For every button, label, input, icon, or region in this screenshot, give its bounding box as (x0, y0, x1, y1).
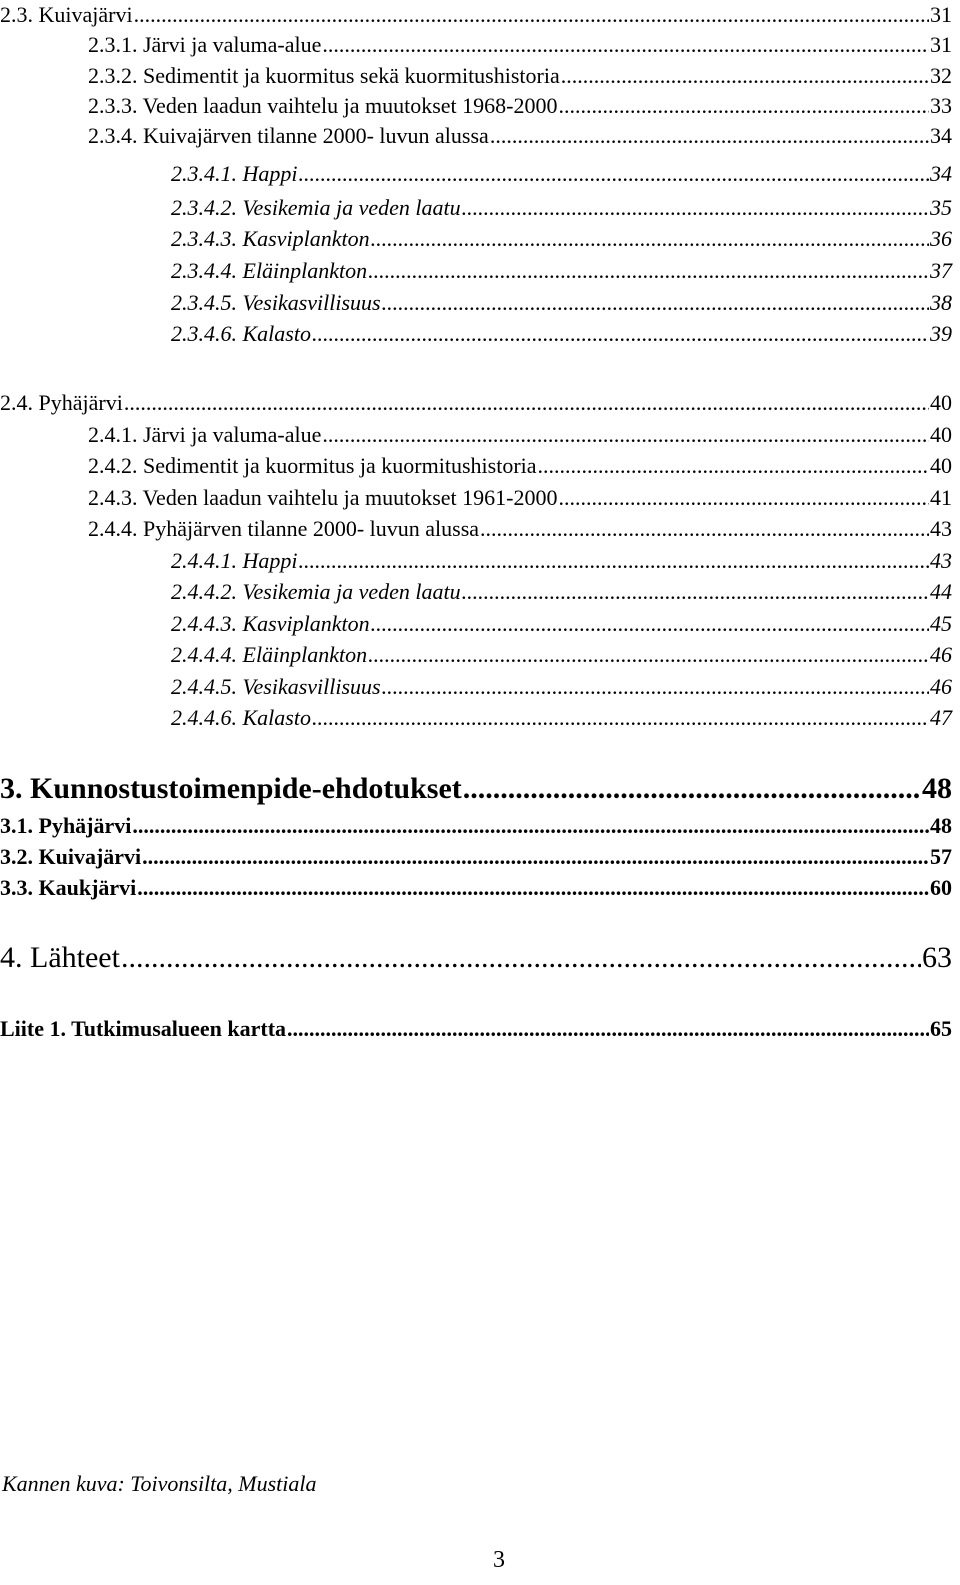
toc-entry-2-3-4-4[interactable] (171, 260, 952, 282)
dot-leader (463, 774, 921, 804)
dot-leader (299, 163, 930, 185)
toc-entry-label: 2.3.4.6. Kalasto (171, 321, 311, 346)
toc-entry-page: 46 (930, 674, 952, 699)
dot-leader (368, 260, 929, 282)
dot-leader (490, 125, 929, 147)
dot-leader (287, 1018, 929, 1040)
toc-entry-2-4-3[interactable] (88, 487, 952, 509)
dot-leader (480, 518, 929, 540)
toc-entry-2-4-4-5[interactable] (171, 676, 952, 698)
toc-entry-2-4-4-1[interactable] (171, 550, 952, 572)
toc-entry-2-3-4[interactable] (88, 125, 952, 147)
dot-leader (312, 707, 929, 729)
toc-entry-page: 48 (922, 772, 952, 805)
toc-entry-label: 2.3. Kuivajärvi (0, 2, 133, 27)
dot-leader (132, 815, 929, 837)
toc-entry-label: 3.2. Kuivajärvi (0, 844, 142, 869)
toc-entry-page: 45 (930, 611, 952, 636)
dot-leader (124, 392, 929, 414)
toc-entry-label: 2.3.4.2. Vesikemia ja veden laatu (171, 195, 461, 220)
dot-leader (462, 197, 929, 219)
toc-entry-page: 31 (930, 2, 952, 27)
dot-leader (134, 4, 929, 26)
toc-entry-label: 2.4.4.2. Vesikemia ja veden laatu (171, 579, 461, 604)
toc-entry-label: 2.3.1. Järvi ja valuma-alue (88, 32, 322, 57)
toc-entry-page: 33 (930, 93, 952, 118)
dot-leader (322, 424, 929, 446)
dot-leader (382, 676, 929, 698)
dot-leader (299, 550, 930, 572)
toc-entry-page: 40 (930, 453, 952, 478)
toc-entry-2-3-1[interactable] (88, 34, 952, 56)
toc-entry-2-4-4-6[interactable] (171, 707, 952, 729)
toc-entry-label: 2.3.3. Veden laadun vaihtelu ja muutokset 1968-2000 (88, 93, 558, 118)
dot-leader (121, 943, 921, 973)
dot-leader (558, 95, 929, 117)
toc-entry-page: 41 (930, 485, 952, 510)
toc-entry-2-3-4-3[interactable] (171, 228, 952, 250)
toc-entry-page: 40 (930, 422, 952, 447)
toc-entry-page: 35 (930, 195, 952, 220)
toc-entry-label: 2.4. Pyhäjärvi (0, 390, 123, 415)
toc-entry-2-4-4-2[interactable] (171, 581, 952, 603)
toc-entry-page: 40 (930, 390, 952, 415)
dot-leader (538, 455, 929, 477)
toc-entry-2-3[interactable] (0, 4, 952, 26)
toc-entry-page: 43 (930, 516, 952, 541)
toc-entry-2-3-4-5[interactable] (171, 292, 952, 314)
toc-entry-page: 65 (930, 1016, 952, 1041)
dot-leader (371, 613, 929, 635)
dot-leader (312, 323, 929, 345)
toc-entry-page: 39 (930, 321, 952, 346)
toc-entry-page: 43 (930, 548, 952, 573)
toc-entry-page: 38 (930, 290, 952, 315)
toc-entry-page: 60 (930, 875, 952, 900)
toc-entry-3-2[interactable] (0, 846, 952, 868)
toc-entry-label: 3.1. Pyhäjärvi (0, 813, 132, 838)
toc-entry-page: 63 (922, 941, 952, 974)
toc-entry-appendix-1[interactable] (0, 1018, 952, 1040)
toc-entry-2-4-4-4[interactable] (171, 644, 952, 666)
toc-entry-page: 34 (930, 123, 952, 148)
toc-entry-3[interactable] (0, 774, 952, 804)
toc-entry-label: 2.4.4.6. Kalasto (171, 705, 311, 730)
toc-entry-2-4-4-3[interactable] (171, 613, 952, 635)
toc-entry-label: 2.3.4.5. Vesikasvillisuus (171, 290, 381, 315)
toc-entry-label: 2.4.2. Sedimentit ja kuormitus ja kuormitushistoria (88, 453, 537, 478)
toc-entry-page: 37 (930, 258, 952, 283)
dot-leader (368, 644, 929, 666)
cover-image-caption: Kannen kuva: Toivonsilta, Mustiala (2, 1471, 317, 1496)
toc-entry-label: 2.3.4.4. Eläinplankton (171, 258, 368, 283)
toc-entry-label: 3.3. Kaukjärvi (0, 875, 137, 900)
toc-entry-label: 2.4.4.4. Eläinplankton (171, 642, 368, 667)
page-number: 3 (493, 1547, 505, 1573)
dot-leader (561, 65, 929, 87)
toc-entry-2-4-1[interactable] (88, 424, 952, 446)
toc-entry-2-4-4[interactable] (88, 518, 952, 540)
toc-entry-label: 2.4.4.1. Happi (171, 548, 298, 573)
toc-entry-label: 2.3.4. Kuivajärven tilanne 2000- luvun alussa (88, 123, 489, 148)
toc-entry-label: 2.3.2. Sedimentit ja kuormitus sekä kuormitushistoria (88, 63, 560, 88)
toc-entry-label: 2.4.4. Pyhäjärven tilanne 2000- luvun alussa (88, 516, 480, 541)
toc-entry-page: 44 (930, 579, 952, 604)
dot-leader (322, 34, 929, 56)
toc-entry-2-3-2[interactable] (88, 65, 952, 87)
toc-entry-label: 2.4.3. Veden laadun vaihtelu ja muutokset 1961-2000 (88, 485, 558, 510)
toc-entry-3-3[interactable] (0, 877, 952, 899)
toc-entry-label: 2.4.4.5. Vesikasvillisuus (171, 674, 381, 699)
toc-entry-page: 57 (930, 844, 952, 869)
dot-leader (462, 581, 929, 603)
toc-entry-2-3-4-6[interactable] (171, 323, 952, 345)
toc-entry-page: 47 (930, 705, 952, 730)
toc-entry-2-4[interactable] (0, 392, 952, 414)
toc-entry-label: 2.4.4.3. Kasviplankton (171, 611, 370, 636)
toc-entry-page: 34 (930, 161, 952, 186)
toc-entry-2-4-2[interactable] (88, 455, 952, 477)
toc-entry-2-3-4-1[interactable] (171, 163, 952, 185)
dot-leader (137, 877, 929, 899)
dot-leader (558, 487, 929, 509)
toc-entry-label: 2.4.1. Järvi ja valuma-alue (88, 422, 322, 447)
dot-leader (371, 228, 929, 250)
dot-leader (142, 846, 929, 868)
toc-entry-label: 3. Kunnostustoimenpide-ehdotukset (0, 772, 462, 805)
toc-entry-4[interactable] (0, 943, 952, 973)
toc-entry-3-1[interactable] (0, 815, 952, 837)
toc-entry-page: 46 (930, 642, 952, 667)
dot-leader (382, 292, 929, 314)
toc-entry-page: 48 (930, 813, 952, 838)
toc-entry-2-3-4-2[interactable] (171, 197, 952, 219)
toc-entry-label: 2.3.4.3. Kasviplankton (171, 226, 370, 251)
toc-entry-page: 32 (930, 63, 952, 88)
toc-entry-page: 31 (930, 32, 952, 57)
toc-entry-page: 36 (930, 226, 952, 251)
toc-entry-label: 4. Lähteet (0, 941, 120, 974)
toc-entry-label: 2.3.4.1. Happi (171, 161, 298, 186)
toc-entry-2-3-3[interactable] (88, 95, 952, 117)
toc-entry-label: Liite 1. Tutkimusalueen kartta (0, 1016, 287, 1041)
